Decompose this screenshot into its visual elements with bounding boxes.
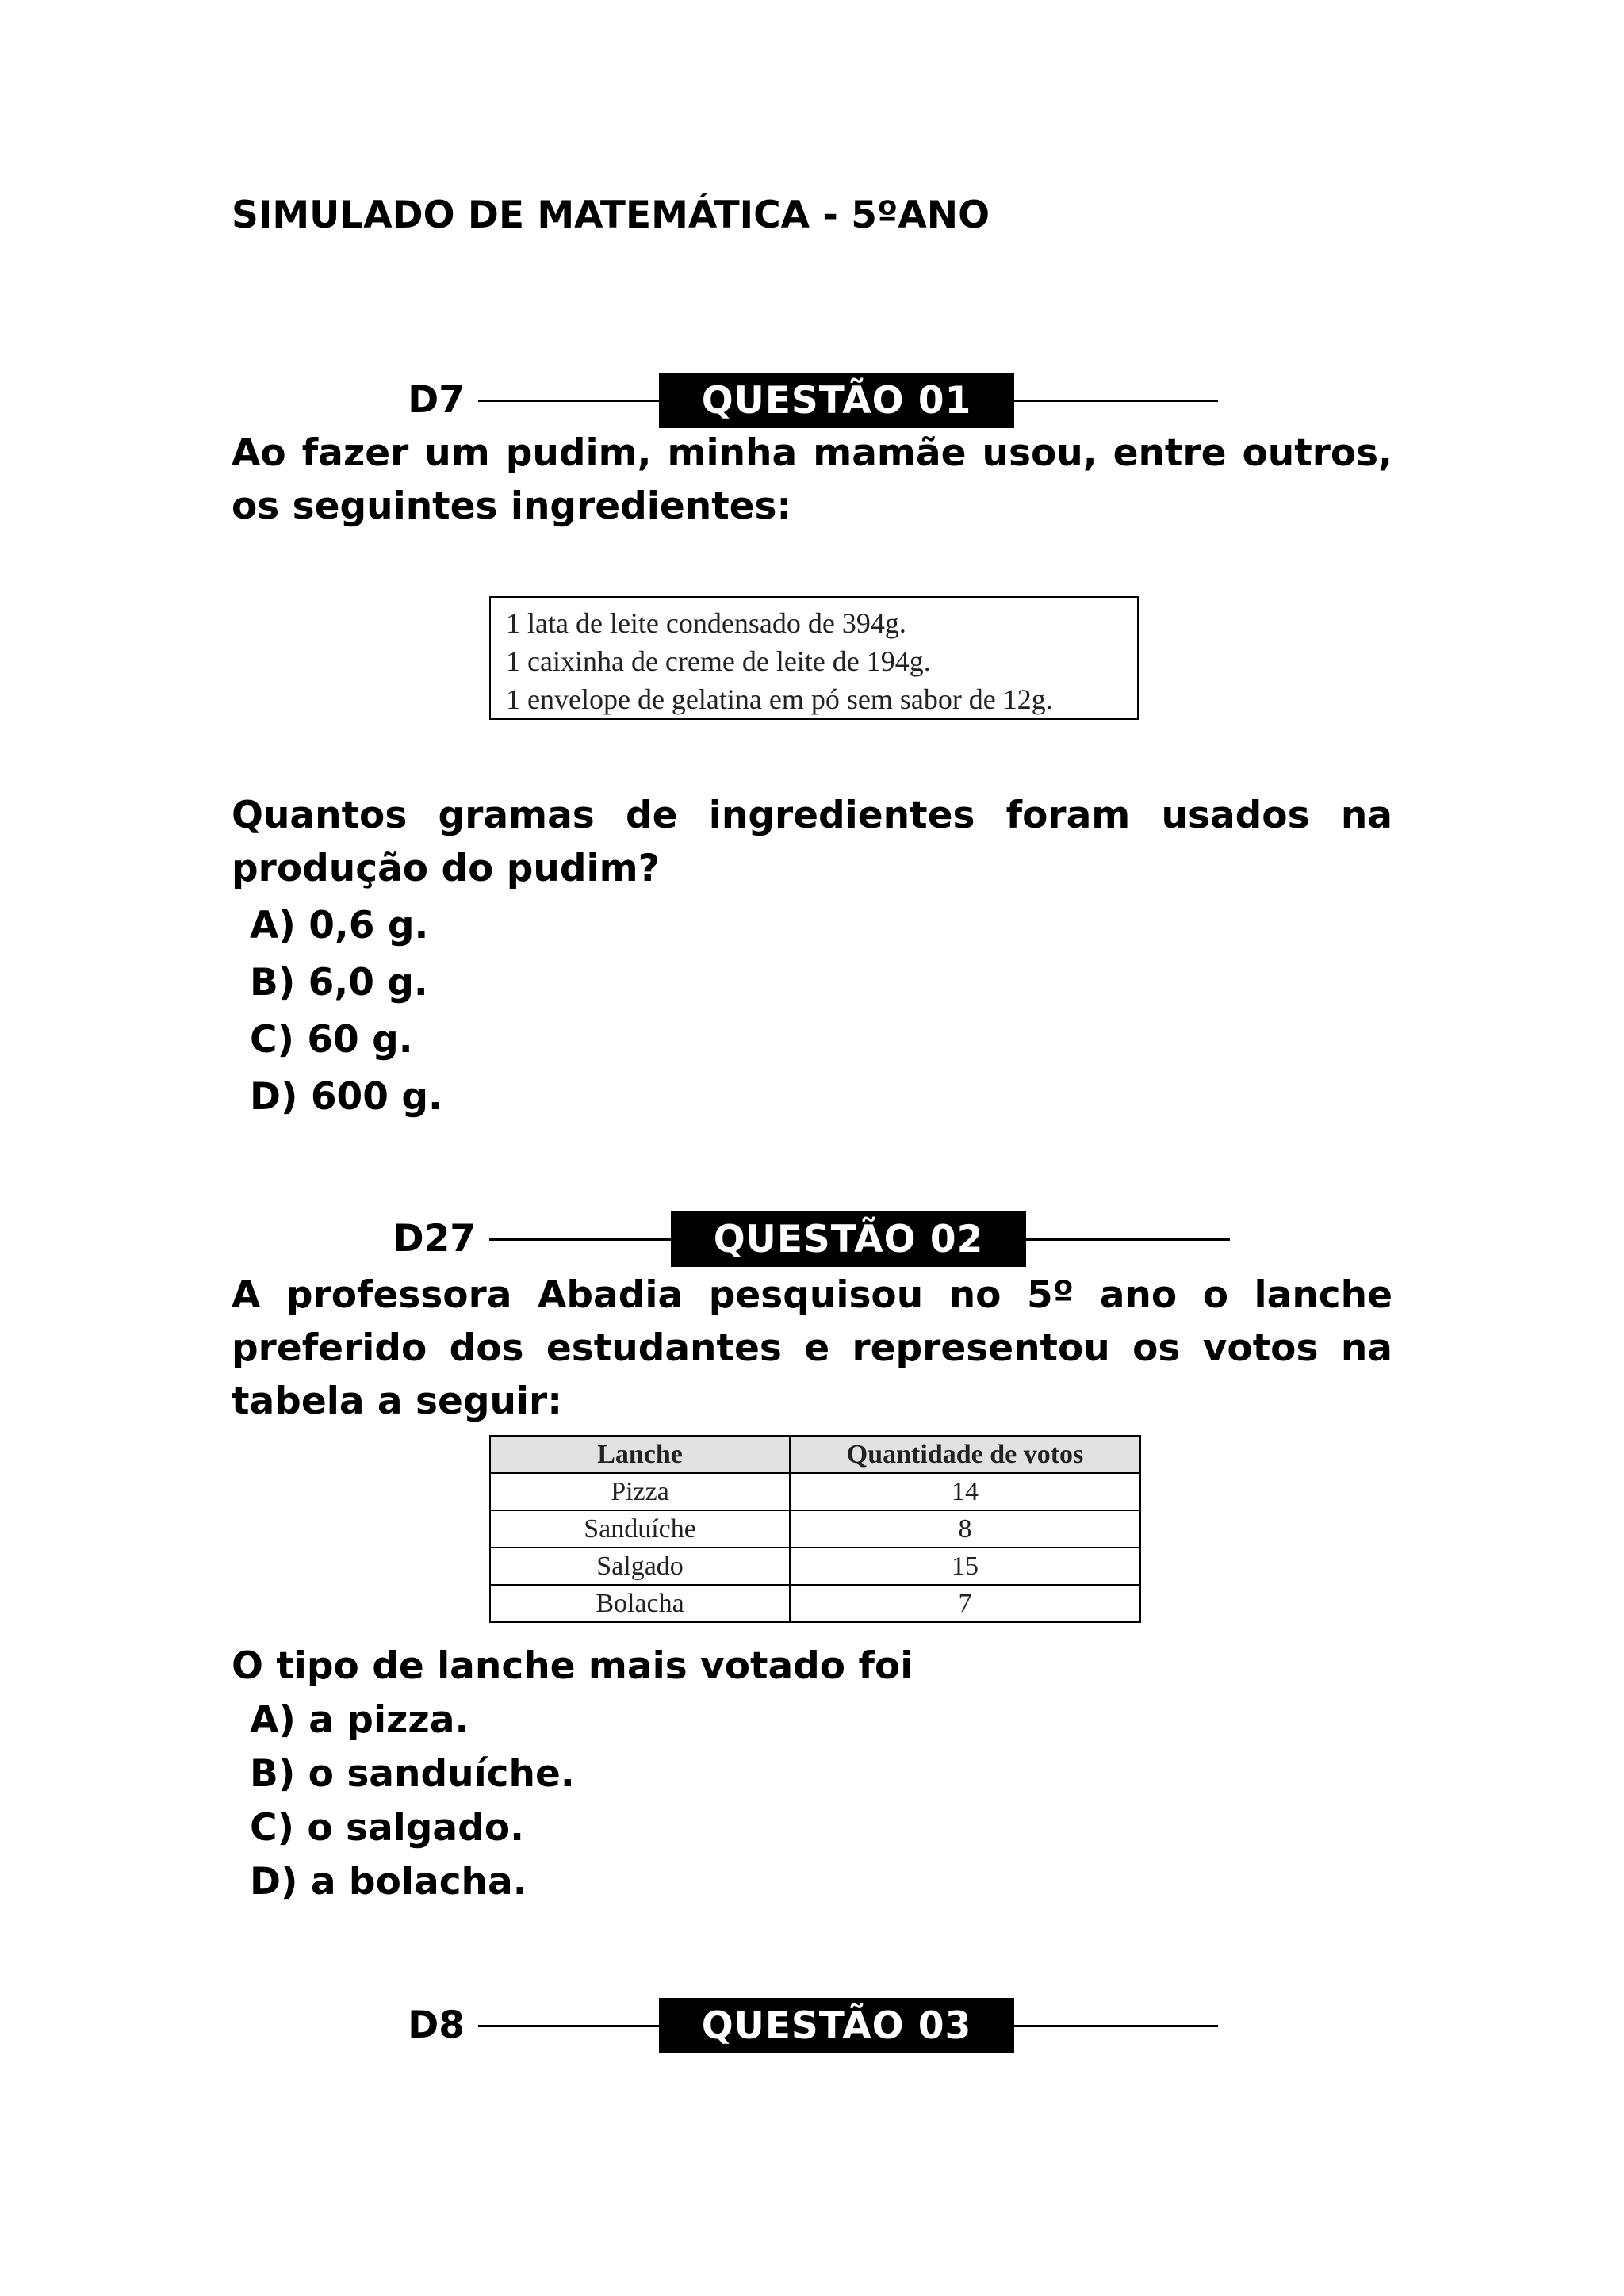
question-1-option-c: C) 60 g. — [250, 1018, 413, 1062]
divider-line — [1014, 2025, 1218, 2027]
ingredient-item: 1 lata de leite condensado de 394g. — [506, 607, 906, 639]
divider-line — [1014, 400, 1218, 402]
ingredient-item: 1 caixinha de creme de leite de 194g. — [506, 645, 931, 677]
table-cell: Salgado — [490, 1548, 790, 1585]
divider-line — [489, 1238, 671, 1241]
table-row — [490, 1548, 1140, 1585]
question-3-header — [0, 1998, 1624, 2053]
question-1-header — [0, 373, 1624, 428]
question-1-code: D7 — [408, 378, 465, 422]
question-1-prompt: Quantos gramas de ingredientes foram usados na produção do pudim? — [232, 794, 1392, 890]
table-cell: 14 — [790, 1473, 1140, 1510]
ingredient-item: 1 envelope de gelatina em pó sem sabor de 12g. — [506, 683, 1053, 715]
question-2-header — [0, 1211, 1624, 1267]
question-1-label: QUESTÃO 01 — [659, 373, 1014, 428]
table-row — [490, 1585, 1140, 1622]
question-1-option-a: A) 0,6 g. — [250, 904, 429, 947]
divider-line — [1026, 1238, 1230, 1241]
question-1-option-d: D) 600 g. — [250, 1075, 442, 1119]
question-2-prompt: O tipo de lanche mais votado foi — [232, 1644, 914, 1688]
column-header: Lanche — [490, 1436, 790, 1473]
table-cell: 7 — [790, 1585, 1140, 1622]
page-title: SIMULADO DE MATEMÁTICA - 5ºANO — [232, 193, 990, 237]
divider-line — [478, 400, 659, 402]
question-2-option-a: A) a pizza. — [250, 1698, 469, 1742]
votes-table — [489, 1435, 1141, 1623]
table-row — [490, 1473, 1140, 1510]
table-row — [490, 1510, 1140, 1548]
table-header-row — [490, 1436, 1140, 1473]
question-2-label: QUESTÃO 02 — [671, 1211, 1026, 1267]
question-2-option-d: D) a bolacha. — [250, 1860, 527, 1904]
column-header: Quantidade de votos — [790, 1436, 1140, 1473]
question-1-intro: Ao fazer um pudim, minha mamãe usou, entre outros, os seguintes ingredientes: — [232, 431, 1392, 528]
ingredients-box — [489, 596, 1139, 720]
question-2-option-c: C) o salgado. — [250, 1806, 524, 1850]
table-cell: 15 — [790, 1548, 1140, 1585]
table-cell: Bolacha — [490, 1585, 790, 1622]
question-3-label: QUESTÃO 03 — [659, 1998, 1014, 2053]
question-2-intro: A professora Abadia pesquisou no 5º ano o lanche preferido dos estudantes e representou os votos na tabela a seguir: — [232, 1273, 1392, 1423]
table-cell: Pizza — [490, 1473, 790, 1510]
question-2-code: D27 — [393, 1217, 476, 1261]
table-cell: 8 — [790, 1510, 1140, 1548]
question-3-code: D8 — [408, 2003, 465, 2047]
question-2-option-b: B) o sanduíche. — [250, 1752, 575, 1796]
table-cell: Sanduíche — [490, 1510, 790, 1548]
divider-line — [478, 2025, 659, 2027]
question-1-option-b: B) 6,0 g. — [250, 961, 428, 1004]
